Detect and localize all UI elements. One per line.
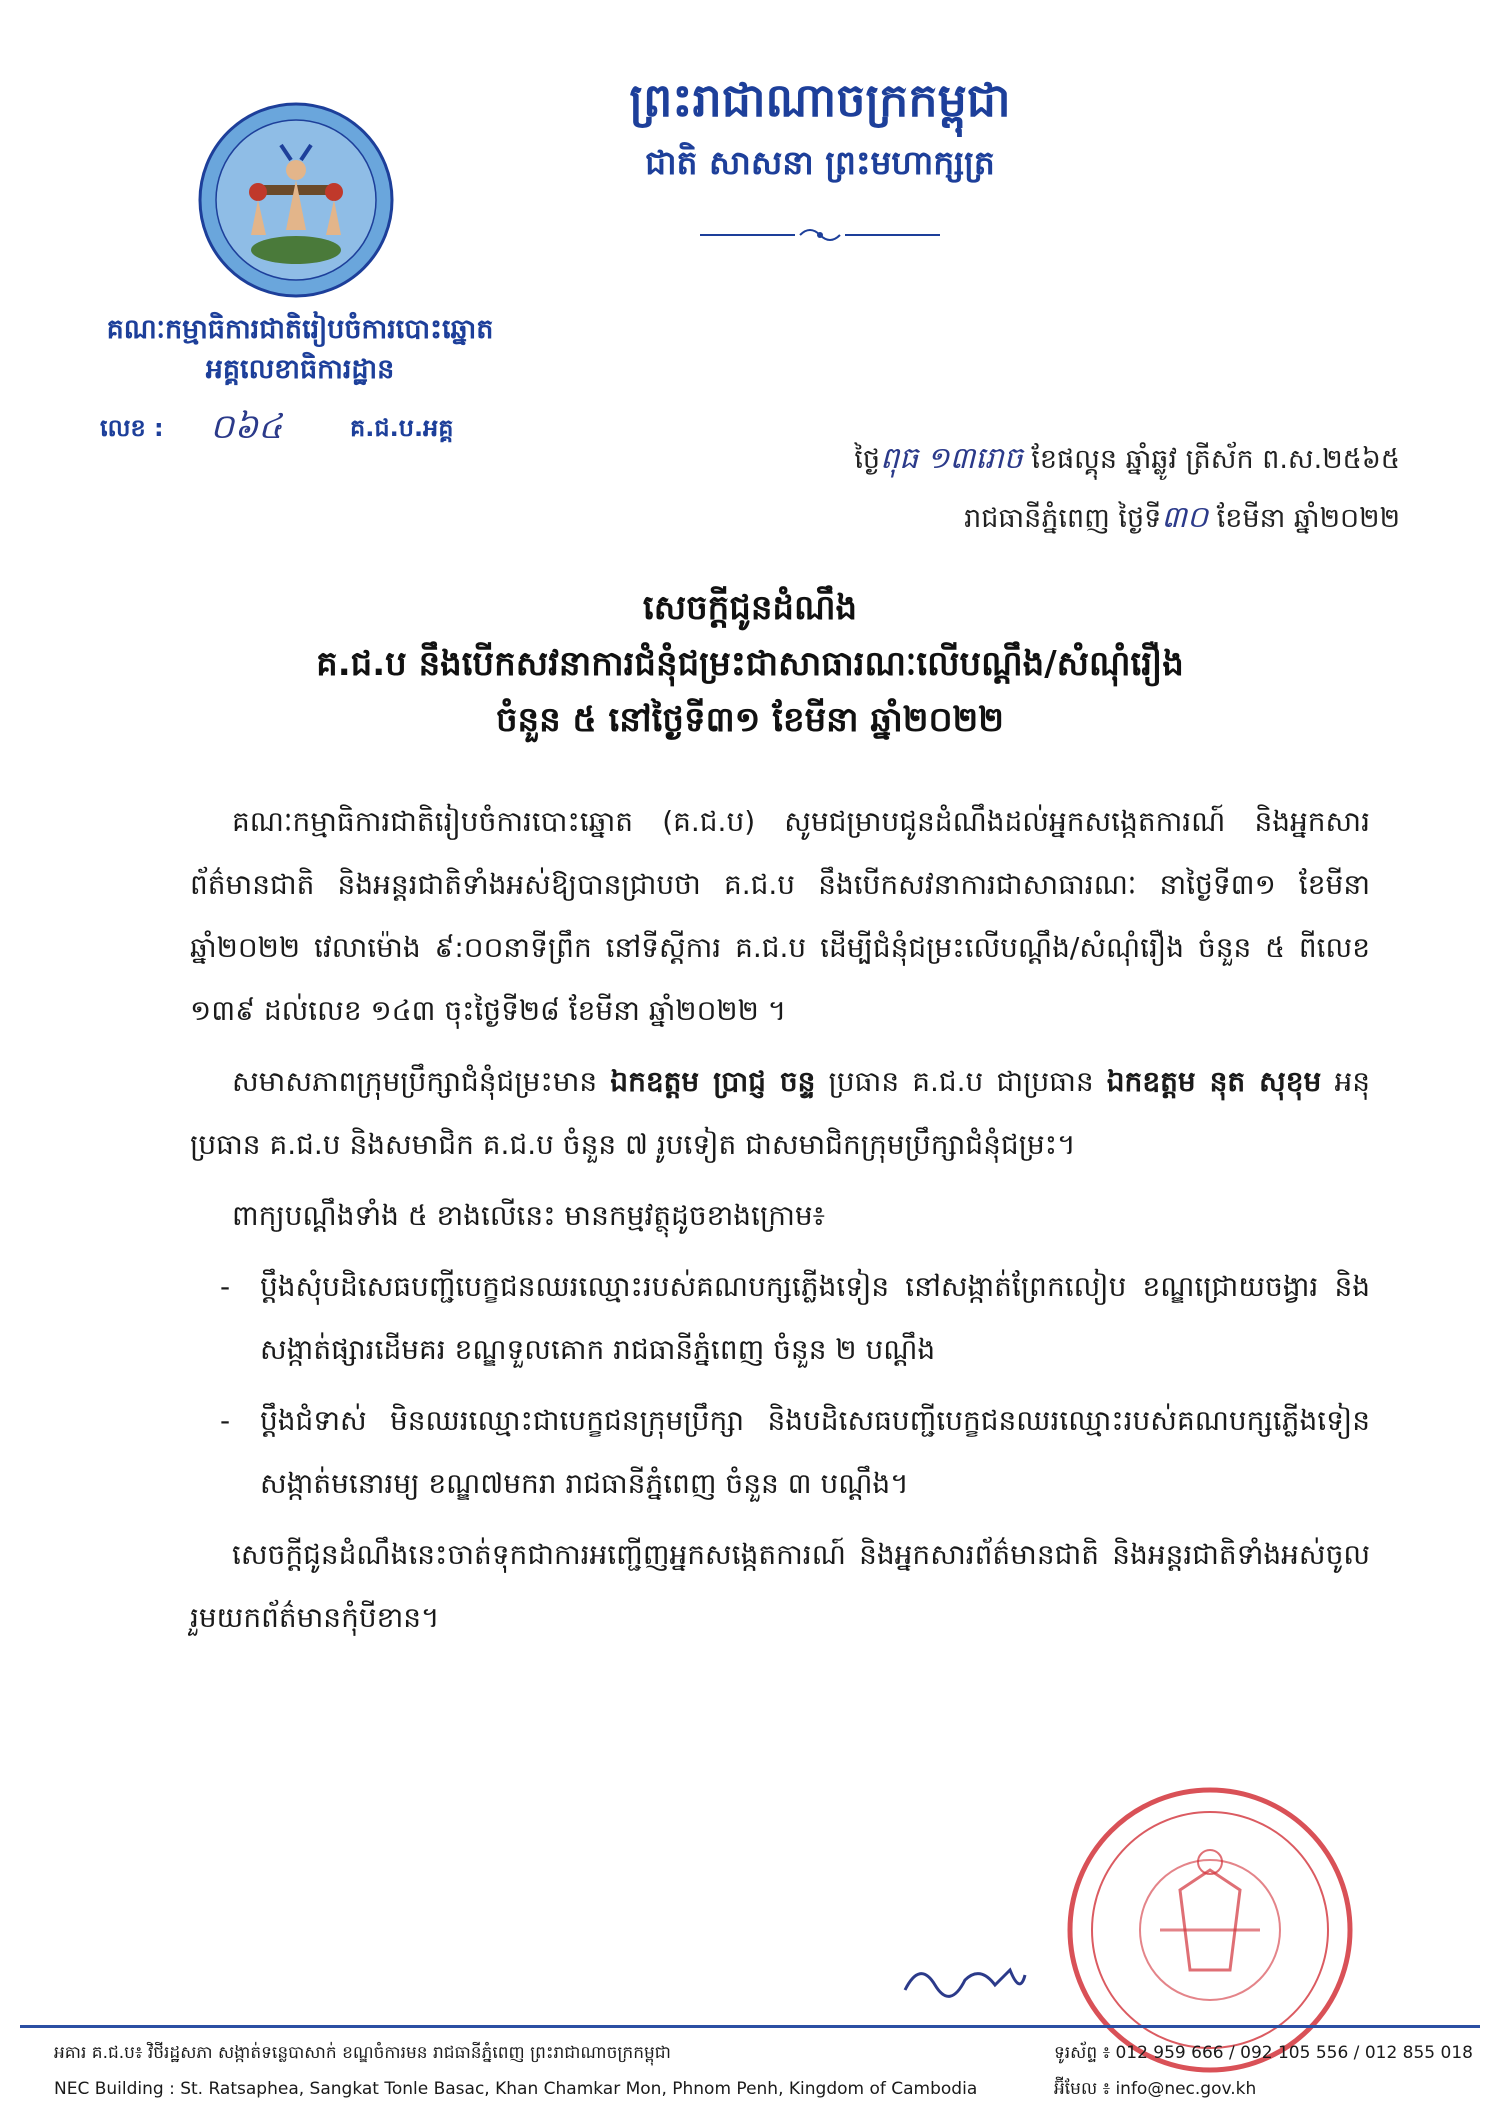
title-line-3: ចំនួន ៥ នៅថ្ងៃទី៣១ ខែមីនា ឆ្នាំ២០២២ xyxy=(495,700,1005,740)
ornament-divider-icon xyxy=(700,225,940,245)
paragraph-3: ពាក្យបណ្តឹងទាំង ៥ ខាងលើនេះ មានកម្មវត្ថុដូចខាងក្រោម៖ xyxy=(232,1199,825,1232)
date-block xyxy=(640,430,1400,548)
president-name: ឯកឧត្តម ប្រាជ្ញ ចន្ទ xyxy=(610,1065,816,1098)
footer-address-en: NEC Building : St. Ratsaphea, Sangkat Tonle Basac, Khan Chamkar Mon, Phnom Penh, Kingdom of Cambodia xyxy=(54,2079,978,2099)
paragraph-4: សេចក្តីជូនដំណឹងនេះចាត់ទុកជាការអញ្ជើញអ្នកសង្កេតការណ៍ និងអ្នកសារព័ត៌មានជាតិ និងអន្តរជាតិទាំងអស់ចូលរួមយកព័ត៌មានកុំបីខាន។ xyxy=(190,1538,1370,1634)
footer-phone: ទូរស័ព្ទ ៖ 012 959 666 / 092 105 556 / 012 855 018 xyxy=(1054,2043,1473,2063)
title-line-2: គ.ជ.ប នឹងបើកសវនាការជំនុំជម្រះជាសាធារណៈលើបណ្តឹង/សំណុំរឿង xyxy=(316,644,1184,684)
document-title xyxy=(150,580,1350,748)
bullet-text-1: ប្តឹងសុំបដិសេធបញ្ជីបេក្ខជនឈរឈ្មោះរបស់គណបក្សភ្លើងទៀន នៅសង្កាត់ព្រែកលៀប ខណ្ឌជ្រោយចង្វារ និងសង្កាត់ផ្សារដើមគរ ខណ្ឌទួលគោក រាជធានីភ្នំពេញ ចំនួន ២ បណ្តឹង xyxy=(260,1270,1370,1366)
document-body xyxy=(190,790,1370,1657)
vice-president-name: ឯកឧត្តម នុត សុខុម xyxy=(1106,1065,1322,1098)
paragraph-1: គណៈកម្មាធិការជាតិរៀបចំការបោះឆ្នោត (គ.ជ.ប) សូមជម្រាបជូនដំណឹងដល់អ្នកសង្កេតការណ៍ និងអ្នកសារព័ត៌មានជាតិ និងអន្តរជាតិទាំងអស់ឱ្យបានជ្រាបថា គ.ជ.ប នឹងបើកសវនាការជាសាធារណៈ នាថ្ងៃទី៣១ ខែមីនា ឆ្នាំ២០២២ វេលាម៉ោង ៩:០០នាទីព្រឹក នៅទីស្តីការ គ.ជ.ប ដើម្បីជំនុំជម្រះលើបណ្តឹង/សំណុំរឿង ចំនួន ៥ ពីលេខ ១៣៩ ដល់លេខ ១៤៣ ចុះថ្ងៃទី២៨ ខែមីនា ឆ្នាំ២០២២ ។ xyxy=(190,805,1370,1027)
reference-suffix: គ.ជ.ប.អគ្គ xyxy=(350,414,454,442)
bullet-dash: - xyxy=(220,1404,231,1437)
general-secretariat: អគ្គលេខាធិការដ្ឋាន xyxy=(205,354,395,385)
nec-emblem-icon xyxy=(196,100,396,300)
list-item xyxy=(190,1389,1370,1515)
footer-divider xyxy=(20,2025,1480,2028)
title-line-1: សេចក្តីជូនដំណឹង xyxy=(642,588,858,628)
handwritten-weekday: ពុធ xyxy=(880,441,919,476)
solar-date: រាជធានីភ្នំពេញ ថ្ងៃទី៣០ ខែមីនា ឆ្នាំ២០២២ xyxy=(964,500,1400,535)
kingdom-title: ព្រះរាជាណាចក្រកម្ពុជា xyxy=(629,73,1011,127)
footer xyxy=(54,2035,1474,2107)
bullet-text-2: ប្តឹងជំទាស់ មិនឈរឈ្មោះជាបេក្ខជនក្រុមប្រឹក្សា និងបដិសេធបញ្ជីបេក្ខជនឈរឈ្មោះរបស់គណបក្សភ្លើងទៀន សង្កាត់មនោរម្យ ខណ្ឌ៧មករា រាជធានីភ្នំពេញ ចំនួន ៣ បណ្តឹង។ xyxy=(260,1404,1370,1500)
commission-header xyxy=(40,310,560,390)
handwritten-day: ៣០ xyxy=(1161,500,1209,535)
footer-email: អ៊ីមែល ៖ info@nec.gov.kh xyxy=(1054,2079,1257,2099)
signature-icon xyxy=(900,1955,1030,2005)
handwritten-lunar-day: ១៣រោច xyxy=(926,441,1023,476)
commission-name: គណៈកម្មាធិការជាតិរៀបចំការបោះឆ្នោត xyxy=(106,314,494,345)
footer-address-km: អគារ គ.ជ.ប៖ វិថីរដ្ឋសភា សង្កាត់ទន្លេបាសាក់ ខណ្ឌចំការមន រាជធានីភ្នំពេញ ព្រះរាជាណាចក្រកម្ពុជា xyxy=(54,2043,671,2063)
bullet-dash: - xyxy=(220,1270,231,1303)
lunar-date: ថ្ងៃពុធ ១៣រោច ខែផល្គុន ឆ្នាំឆ្លូវ ត្រីស័ក ព.ស.២៥៦៥ xyxy=(854,441,1400,476)
kingdom-header xyxy=(560,65,1080,190)
list-item xyxy=(190,1255,1370,1381)
reference-number: ០៦៤ xyxy=(210,407,283,447)
reference-label: លេខ : xyxy=(100,414,164,442)
reference-number-row xyxy=(100,405,520,455)
paragraph-2: សមាសភាពក្រុមប្រឹក្សាជំនុំជម្រះមាន ឯកឧត្តម ប្រាជ្ញ ចន្ទ ប្រធាន គ.ជ.ប ជាប្រធាន ឯកឧត្តម នុត សុខុម អនុប្រធាន គ.ជ.ប និងសមាជិក គ.ជ.ប ចំនួន ៧ រូបទៀត ជាសមាជិកក្រុមប្រឹក្សាជំនុំជម្រះ។ xyxy=(190,1065,1371,1161)
kingdom-motto: ជាតិ សាសនា ព្រះមហាក្សត្រ xyxy=(645,143,995,182)
